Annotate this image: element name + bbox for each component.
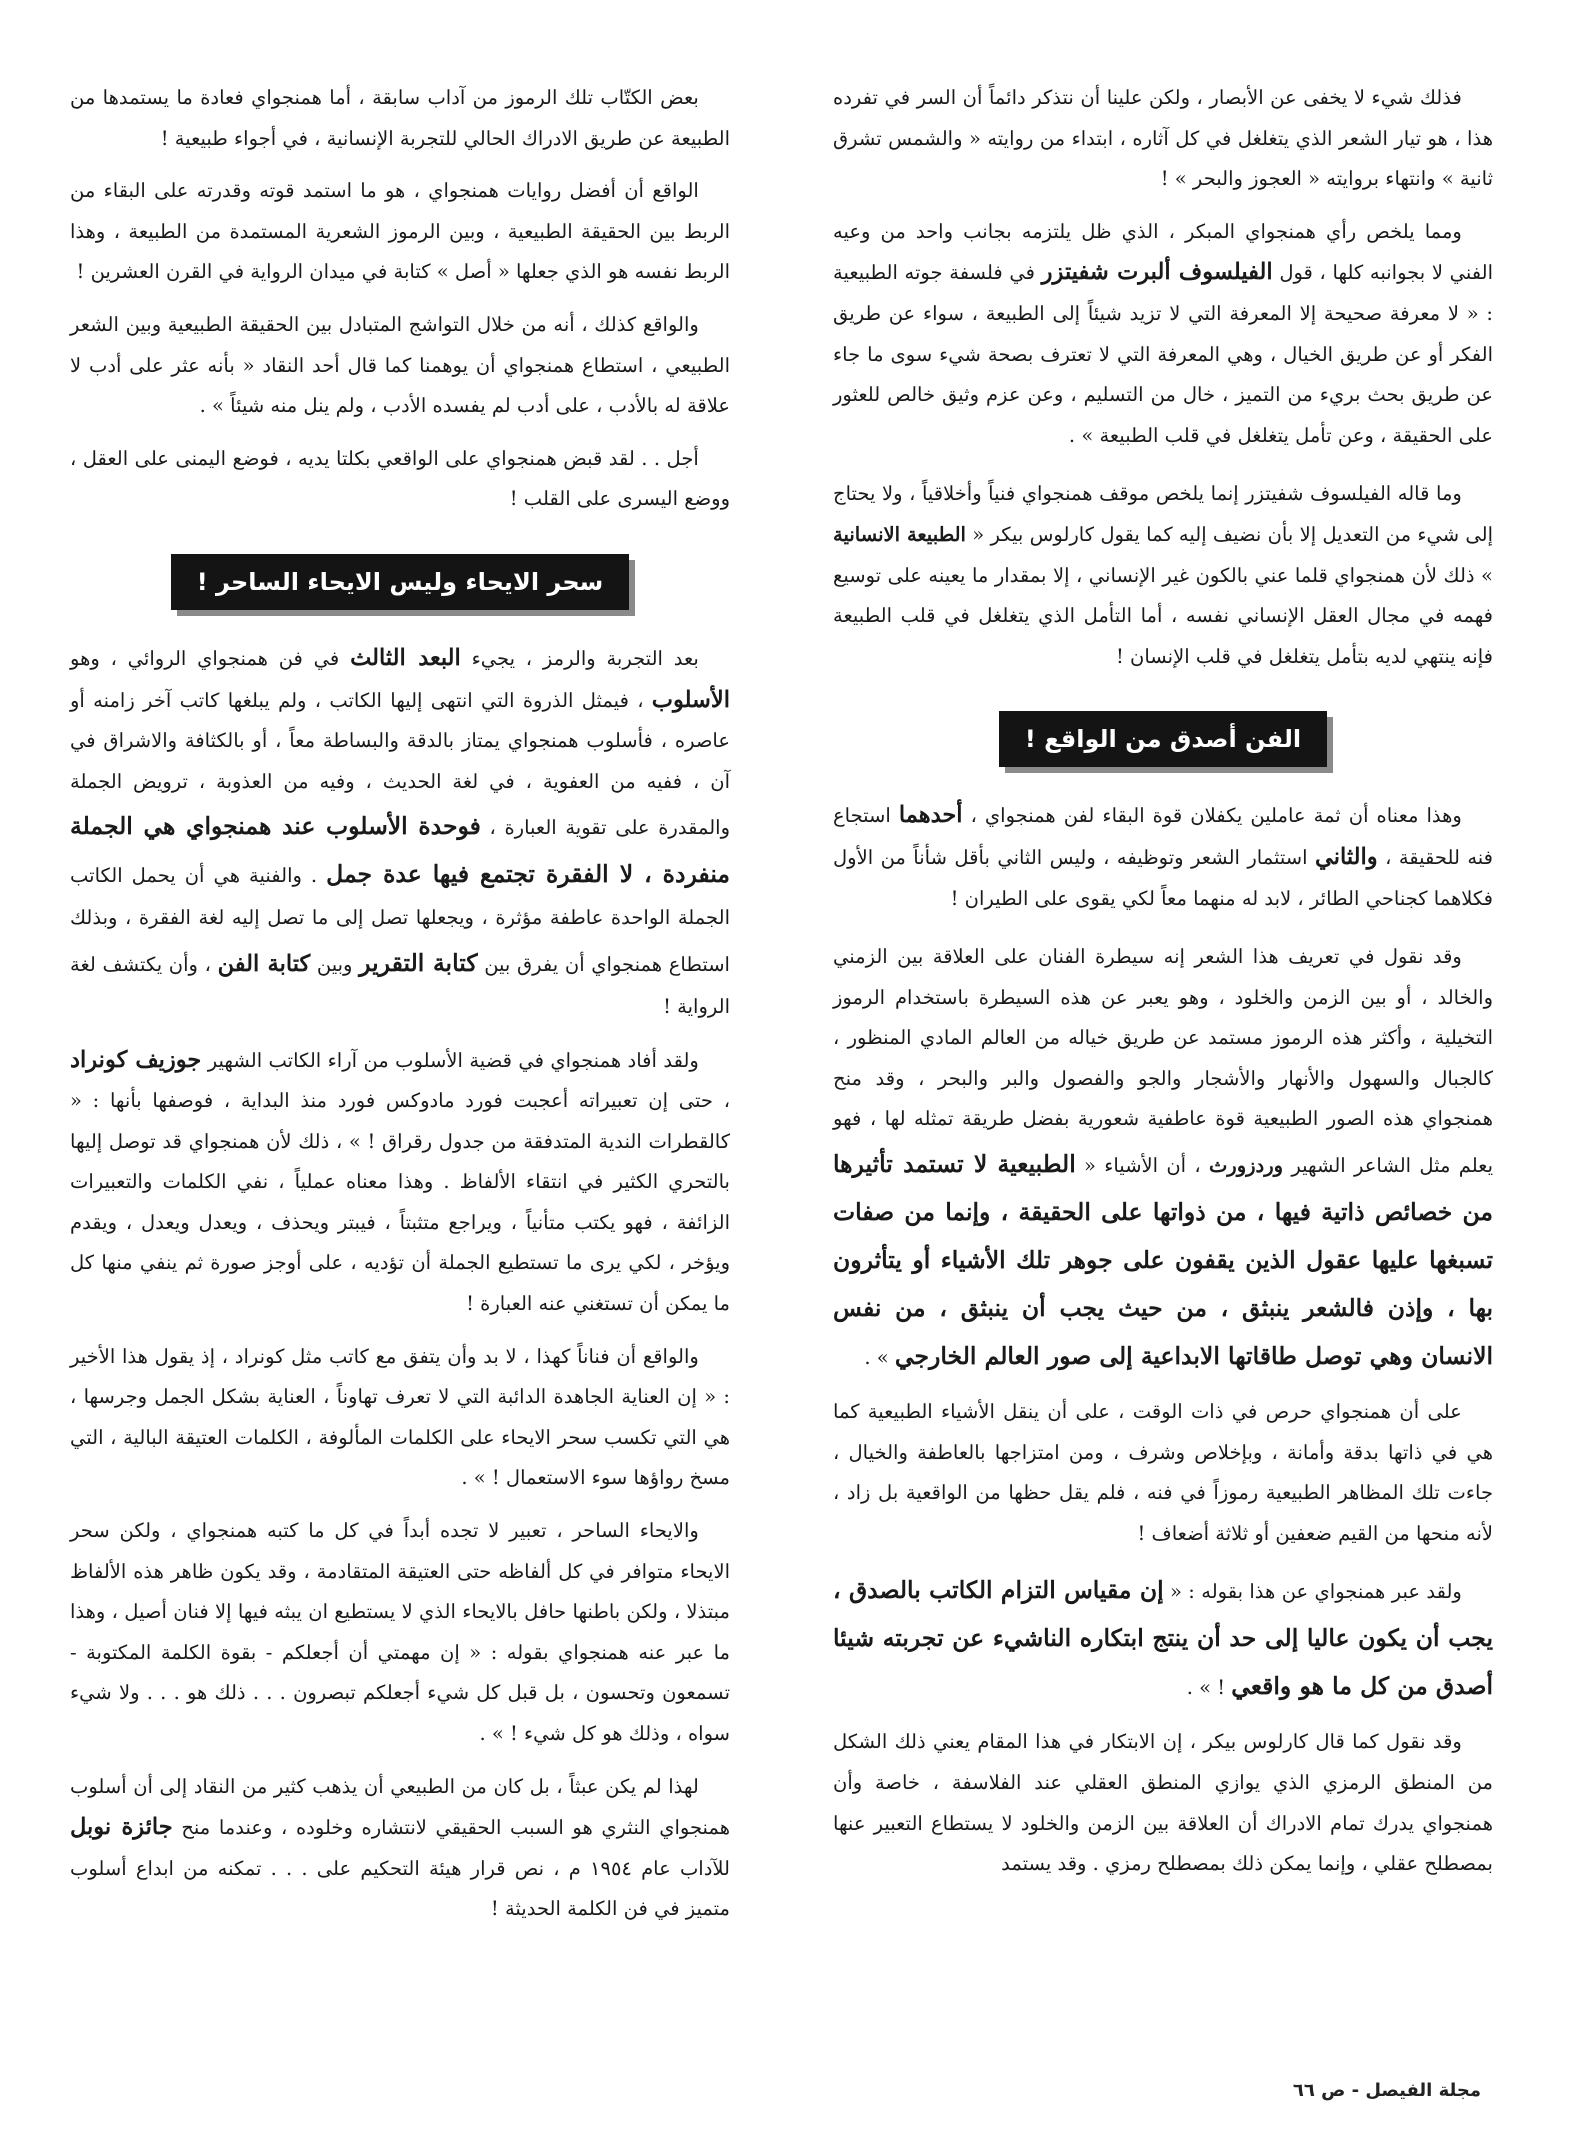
section-heading: الفن أصدق من الواقع !	[999, 711, 1327, 767]
paragraph: على أن همنجواي حرص في ذات الوقت ، على أن ينقل الأشياء الطبيعية كما هي في ذاتها بدقة وأمانة ، وبإخلاص وشرف ، ومن امتزاجها بالعاطفة والخيال ، جاءت تلك المظاهر الطبيعية رموزاً في فنه ، فلم يقل حظها من الواقعية بل زاد ، لأنه منحها من القيم ضعفين أو ثلاثة أضعاف !	[833, 1400, 1493, 1545]
paragraph: ومما يلخص رأي همنجواي المبكر ، الذي ظل يلتزمه بجانب واحد من وعيه الفني لا بجوانبه كلها ، قول الفيلسوف ألبرت شفيتزر في فلسفة جوته الطبيعية : « لا معرفة صحيحة إلا المعرفة التي لا تزيد شيئاً إلى الطبيعة ، سواء عن طريق الفكر أو عن طريق الخيال ، وهي المعرفة التي لا تعترف بصحة شيء سوى ما جاء عن طريق بحث بريء من التميز ، خال من التسليم ، وعن عزم وثيق خالص للعثور على الحقيقة ، وعن تأمل يتغلغل في قلب الطبيعة » .	[833, 219, 1493, 447]
paragraph: ولقد عبر همنجواي عن هذا بقوله : « إن مقياس التزام الكاتب بالصدق ، يجب أن يكون عاليا إلى حد أن ينتج ابتكاره الناشيء عن تجربته شيئا أصدق من كل ما هو واقعي ! » .	[833, 1576, 1493, 1701]
page-footer: مجلة الفيصل - ص ٦٦	[1292, 2080, 1481, 2101]
paragraph: والايحاء الساحر ، تعبير لا تجده أبداً في كل ما كتبه همنجواي ، ولكن سحر الايحاء متوافر في كل ألفاظه حتى العتيقة المتقادمة ، وقد يكون ظاهر هذه الألفاظ مبتذلا ، ولكن باطنها حافل بالايحاء الذي لا يستطيع ان يبثه فيها إلا فنان أصيل ، وهذا ما عبر عنه همنجواي بقوله : « إن مهمتي أن أجعلكم - بقوة الكلمة المكتوبة - تسمعون وتحسون ، بل قبل كل شيء أجعلكم تبصرون . . . ذلك هو . . . ولا شيء سواه ، وذلك هو كل شيء ! » .	[70, 1519, 730, 1745]
paragraph: ولقد أفاد همنجواي في قضية الأسلوب من آراء الكاتب الشهير جوزيف كونراد ، حتى إن تعبيراته أعجبت فورد مادوكس فورد منذ البداية ، فوصفها بأنها : « كالقطرات الندية المتدفقة من جدول رقراق ! » ، ذلك لأن همنجواي قد توصل إليها بالتحري الكثير في انتقاء الألفاظ . وهذا معناه عملياً ، نفي الكلمات والتعبيرات الزائفة ، فهو يكتب متأنياً ، ويراجع متثبتاً ، فيبتر ويحذف ، ويعدل ويعدل ، ويقدم ويؤخر ، لكي يرى ما تستطيع الجملة أن تؤديه ، على أوجز صورة ثم ينفي منها كل ما يمكن أن تستغني عنه العبارة !	[70, 1046, 730, 1316]
paragraph: بعض الكتّاب تلك الرموز من آداب سابقة ، أما همنجواي فعادة ما يستمدها من الطبيعة عن طريق الادراك الحالي للتجربة الإنسانية ، في أجواء طبيعية !	[70, 86, 730, 150]
paragraph: والواقع أن فناناً كهذا ، لا بد وأن يتفق مع كاتب مثل كونراد ، إذ يقول هذا الأخير : « إن العناية الجاهدة الدائبة التي لا تعرف تهاوناً ، العناية بشكل الجمل وجرسها ، هي التي تكسب سحر الايحاء على الكلمات المألوفة ، الكلمات العتيقة البالية ، التي مسخ رواؤها سوء الاستعمال ! » .	[70, 1344, 730, 1490]
paragraph: والواقع كذلك ، أنه من خلال التواشج المتبادل بين الحقيقة الطبيعية وبين الشعر الطبيعي ، استطاع همنجواي أن يوهمنا كما قال أحد النقاد « بأنه عثر على أدب لا علاقة له بالأدب ، على أدب لم يفسده الأدب ، ولم ينل منه شيئاً » .	[70, 312, 730, 418]
left-column	[70, 78, 730, 1930]
paragraph: فذلك شيء لا يخفى عن الأبصار ، ولكن علينا أن نتذكر دائماً أن السر في تفرده هذا ، هو تيار الشعر الذي يتغلغل في كل آثاره ، ابتداء من روايته « والشمس تشرق ثانية » وانتهاء بروايته « العجوز والبحر » !	[833, 86, 1493, 191]
section-heading: سحر الايحاء وليس الايحاء الساحر !	[171, 554, 629, 610]
paragraph: وهذا معناه أن ثمة عاملين يكفلان قوة البقاء لفن همنجواي ، أحدهما استجاع فنه للحقيقة ، والثاني استثمار الشعر وتوظيفه ، وليس الثاني بأقل شأناً من الأول فكلاهما كجناحي الطائر ، لابد له منهما معاً لكي يقوى على الطيران !	[833, 802, 1493, 910]
right-column	[833, 78, 1493, 1885]
paragraph: بعد التجربة والرمز ، يجيء البعد الثالث في فن همنجواي الروائي ، وهو الأسلوب ، فيمثل الذروة التي انتهى إليها الكاتب ، ولم يبلغها كاتب آخر زامنه أو عاصره ، فأسلوب همنجواي يمتاز بالدقة والبساطة معاً ، أو بالكثافة والاشراق في آن ، ففيه من العفوية ، في لغة الحديث ، وفيه من العذوبة ، ترويض الجملة والمقدرة على تقوية العبارة ، فوحدة الأسلوب عند همنجواي هي الجملة منفردة ، لا الفقرة تجتمع فيها عدة جمل . والفنية هي أن يحمل الكاتب الجملة الواحدة عاطفة مؤثرة ، ويجعلها تصل إلى ما تصل إليه لغة الفقرة ، وبذلك استطاع همنجواي أن يفرق بين كتابة التقرير وبين كتابة الفن ، وأن يكتشف لغة الرواية !	[70, 644, 730, 1018]
paragraph: أجل . . لقد قبض همنجواي على الواقعي بكلتا يديه ، فوضع اليمنى على العقل ، ووضع اليسرى على القلب !	[70, 446, 730, 511]
paragraph: وقد نقول كما قال كارلوس بيكر ، إن الابتكار في هذا المقام يعني ذلك الشكل من المنطق الرمزي الذي يوازي المنطق العقلي عند الفلاسفة ، خاصة وأن همنجواي يدرك تمام الادراك أن العلاقة بين الزمن والخلود لا يستطاع التعبير عنها بمصطلح عقلي ، وإنما يمكن ذلك بمصطلح رمزي . وقد يستمد	[833, 1730, 1493, 1876]
paragraph: وقد نقول في تعريف هذا الشعر إنه سيطرة الفنان على العلاقة بين الزمني والخالد ، أو بين الزمن والخلود ، وهو يعبر عن هذه السيطرة باستخدام الرموز التخيلية ، وأكثر هذه الرموز مستمد عن طريق خياله من العالم المادي المنظور ، كالجبال والسهول والأنهار والأشجار والجو والفصول والبر والبحر ، وقد منح همنجواي هذه الصور الطبيعية قوة عاطفية شعورية بفضل طريقة تمثله لها ، فهو يعلم مثل الشاعر الشهير وردزورث ، أن الأشياء « الطبيعية لا تستمد تأثيرها من خصائص ذاتية فيها ، من ذواتها على الحقيقة ، وإنما من صفات تسبغها عليها عقول الذين يقفون على جوهر تلك الأشياء أو يتأثرون بها ، وإذن فالشعر ينبثق ، من حيث يجب أن ينبثق ، من نفس الانسان وهي توصل طاقاتها الابداعية إلى صور العالم الخارجي » .	[833, 945, 1494, 1371]
paragraph: وما قاله الفيلسوف شفيتزر إنما يلخص موقف همنجواي فنياً وأخلاقياً ، ولا يحتاج إلى شيء من التعديل إلا بأن نضيف إليه كما يقول كارلوس بيكر « الطبيعة الانسانية » ذلك لأن همنجواي قلما عني بالكون غير الإنساني ، إلا بمقدار ما يعينه على توسيع فهمه في مجال العقل الإنساني نفسه ، أما التأمل الذي يتغلغل في قلب الطبيعة فإنه ينتهي لديه بتأمل يتغلغل في قلب الإنسان !	[833, 482, 1494, 668]
section-heading-wrap	[833, 711, 1493, 767]
paragraph: الواقع أن أفضل روايات همنجواي ، هو ما استمد قوته وقدرته على البقاء من الربط بين الحقيقة الطبيعية ، وبين الرموز الشعرية المستمدة من الطبيعة ، وهذا الربط نفسه هو الذي جعلها « أصل » كتابة في ميدان الرواية في القرن العشرين !	[70, 179, 730, 284]
paragraph: لهذا لم يكن عبثاً ، بل كان من الطبيعي أن يذهب كثير من النقاد إلى أن أسلوب همنجواي النثري هو السبب الحقيقي لانتشاره وخلوده ، وعندما منح جائزة نوبل للآداب عام ١٩٥٤ م ، نص قرار هيئة التحكيم على . . . تمكنه من ابداع أسلوب متميز في فن الكلمة الحديثة !	[70, 1774, 730, 1921]
section-heading-wrap	[70, 554, 730, 610]
